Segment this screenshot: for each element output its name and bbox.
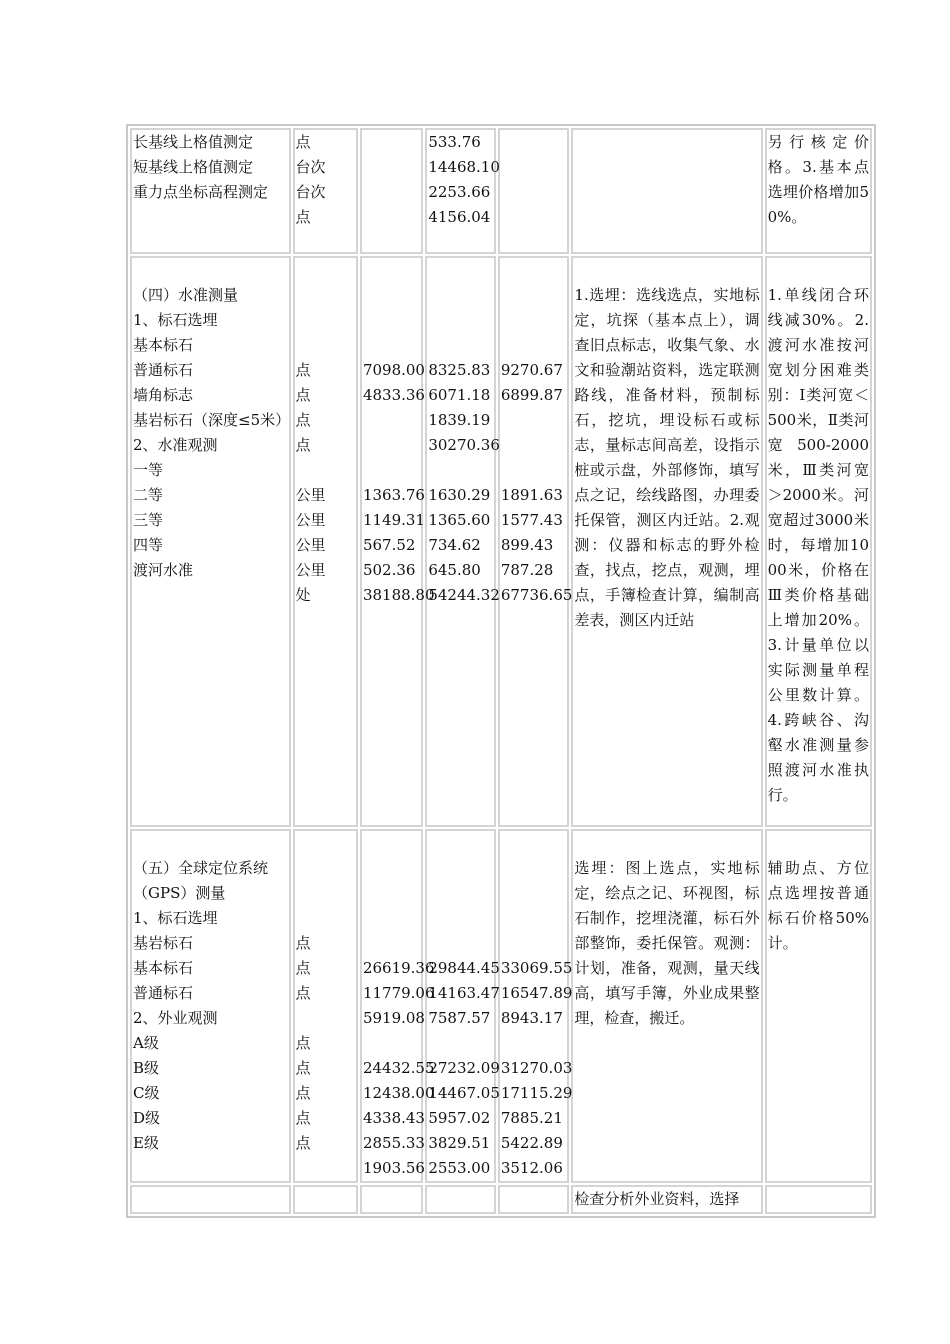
price-line xyxy=(363,831,420,856)
price-line: 5957.02 xyxy=(428,1109,491,1127)
unit-line: 点 xyxy=(295,1059,311,1077)
unit-line: 点 xyxy=(295,934,311,952)
price-line xyxy=(363,333,420,358)
price-line: 9270.67 xyxy=(500,361,563,379)
item-name-line xyxy=(133,258,288,283)
note-cell xyxy=(765,256,872,827)
price-line: 29844.45 xyxy=(428,959,500,977)
price-b-cell xyxy=(425,256,500,827)
unit-line: 公里 xyxy=(295,561,326,579)
price-line: 4338.43 xyxy=(362,1109,425,1127)
unit-cell xyxy=(293,829,358,1183)
price-line: 4156.04 xyxy=(428,208,491,226)
price-line: 16547.89 xyxy=(500,984,573,1002)
item-name-line: 基本标石 xyxy=(133,336,194,354)
price-line xyxy=(428,308,493,333)
unit-line xyxy=(296,831,355,856)
price-b-cell xyxy=(425,1185,496,1214)
item-name-line: 基岩标石 xyxy=(133,934,194,952)
item-name-line: 1、标石选埋 xyxy=(133,909,218,927)
price-line xyxy=(501,458,567,483)
price-line xyxy=(501,258,567,283)
unit-line xyxy=(296,881,355,906)
price-line: 1891.63 xyxy=(500,486,563,504)
item-name-line: 1、标石选埋 xyxy=(133,311,218,329)
unit-cell xyxy=(293,256,358,827)
item-name-line: （四）水准测量 xyxy=(133,286,239,304)
unit-line: 公里 xyxy=(295,536,326,554)
unit-line: 公里 xyxy=(295,486,326,504)
price-line: 1365.60 xyxy=(428,511,491,529)
unit-line: 点 xyxy=(295,1109,311,1127)
price-line xyxy=(363,308,420,333)
price-line xyxy=(428,931,493,956)
item-name-line: B级 xyxy=(133,1059,160,1077)
unit-line: 点 xyxy=(295,361,311,379)
item-name-line: 基岩标石（深度≤5米） xyxy=(133,411,291,429)
unit-line xyxy=(296,458,355,483)
price-line: 38188.80 xyxy=(362,586,435,604)
unit-cell xyxy=(293,128,358,254)
price-b-cell xyxy=(425,829,500,1183)
unit-line: 点 xyxy=(295,436,311,454)
work-content-text: 选埋：图上选点，实地标定，绘点之记、环视图，标石制作，挖埋浇灌，标石外部整饰，委托保管。观测：计划，准备，观测，量天线高，填写手簿，外业成果整理，检查，搬迁。 xyxy=(574,859,760,1027)
price-line xyxy=(428,333,493,358)
price-line: 1903.56 xyxy=(362,1159,425,1177)
price-line xyxy=(501,333,567,358)
note-text: 辅助点、方位点选埋按普通标石价格50%计。 xyxy=(767,859,869,952)
item-name-line: E级 xyxy=(133,1134,159,1152)
price-line: 5919.08 xyxy=(362,1009,425,1027)
price-a-cell xyxy=(360,829,435,1183)
table-row xyxy=(130,829,872,1183)
price-line: 27232.09 xyxy=(428,1059,500,1077)
price-line: 8943.17 xyxy=(500,1009,563,1027)
item-name-line: 渡河水准 xyxy=(133,561,194,579)
item-name-line: 基本标石 xyxy=(133,959,194,977)
item-name-line: （五）全球定位系统（GPS）测量 xyxy=(133,859,269,902)
price-line xyxy=(428,856,493,881)
price-line: 54244.32 xyxy=(428,586,500,604)
price-c-cell xyxy=(498,256,573,827)
note-cell xyxy=(765,1185,872,1214)
price-line: 67736.65 xyxy=(500,586,573,604)
table-row xyxy=(130,128,872,254)
unit-line: 点 xyxy=(295,984,311,1002)
price-line: 533.76 xyxy=(428,133,481,151)
unit-line: 公里 xyxy=(295,511,326,529)
work-content-text: 1.选埋：选线选点，实地标定，坑探（基本点上），调查旧点标志，收集气象、水文和验潮站资料，选定联测路线，准备材料，预制标石，挖坑，埋设标石或标志，量标志间高差，设指示桩或示盘，外部修饰，填写点之记，绘线路图，办理委托保管，测区内迁站。2.观测：仪器和标志的野外检查，找点，挖点，观测，埋点，手簿检查计算，编制高差表，测区内迁站 xyxy=(574,286,760,629)
unit-line: 点 xyxy=(295,133,311,151)
price-line: 1363.76 xyxy=(362,486,425,504)
price-line xyxy=(501,433,567,458)
price-line: 1149.31 xyxy=(362,511,425,529)
price-line: 899.43 xyxy=(500,536,554,554)
price-line xyxy=(363,856,420,881)
price-line xyxy=(363,258,420,283)
price-line: 2855.33 xyxy=(362,1134,425,1152)
price-line: 17115.29 xyxy=(500,1084,573,1102)
price-line: 14467.05 xyxy=(428,1084,500,1102)
price-line: 1630.29 xyxy=(428,486,491,504)
unit-line: 点 xyxy=(295,386,311,404)
note-text: 1.单线闭合环线减30%。2.渡河水准按河宽划分困难类别：Ⅰ类河宽＜500米，Ⅱ类河宽500-2000米，Ⅲ类河宽＞2000米。河宽超过3000米时，每增加1000米，价格在Ⅲ类价格基础上增加20%。3.计量单位以实际测量单程公里数计算。4.跨峡谷、沟壑水准测量参照渡河水准执行。 xyxy=(767,286,869,804)
price-line: 26619.36 xyxy=(362,959,435,977)
price-line: 7587.57 xyxy=(428,1009,491,1027)
price-line xyxy=(363,433,420,458)
price-line: 7885.21 xyxy=(500,1109,563,1127)
item-name-line: 普通标石 xyxy=(133,984,194,1002)
price-line xyxy=(501,283,567,308)
work-content-cell xyxy=(571,256,762,827)
item-name-cell xyxy=(130,256,291,827)
price-a-cell xyxy=(360,256,435,827)
price-line: 24432.55 xyxy=(362,1059,435,1077)
price-line xyxy=(428,831,493,856)
price-line: 1839.19 xyxy=(428,411,491,429)
price-line: 33069.55 xyxy=(500,959,573,977)
price-line xyxy=(363,881,420,906)
price-line xyxy=(428,458,493,483)
unit-line: 点 xyxy=(295,1084,311,1102)
price-c-cell xyxy=(498,128,570,254)
price-line: 7098.00 xyxy=(362,361,425,379)
price-line: 2253.66 xyxy=(428,183,491,201)
price-line xyxy=(363,906,420,931)
price-line xyxy=(501,408,567,433)
price-line: 5422.89 xyxy=(500,1134,563,1152)
unit-line xyxy=(296,906,355,931)
price-line xyxy=(363,408,420,433)
price-line xyxy=(501,1031,567,1056)
price-line xyxy=(501,308,567,333)
unit-line xyxy=(296,258,355,283)
price-line: 6071.18 xyxy=(428,386,491,404)
price-line xyxy=(501,856,567,881)
item-name-line: 一等 xyxy=(133,461,164,479)
price-line xyxy=(501,931,567,956)
work-content-cell xyxy=(571,128,762,254)
item-name-line: 墙角标志 xyxy=(133,386,194,404)
price-line xyxy=(428,881,493,906)
table-row xyxy=(130,1185,872,1214)
item-name-cell xyxy=(130,829,291,1183)
price-line: 11779.06 xyxy=(362,984,435,1002)
price-line: 4833.36 xyxy=(362,386,425,404)
item-name-line: 2、水准观测 xyxy=(133,436,218,454)
price-line xyxy=(501,881,567,906)
note-text: 另行核定价格。3.基本点选埋价格增加50%。 xyxy=(767,133,869,226)
item-name-line: 短基线上格值测定 xyxy=(133,158,254,176)
work-content-cell xyxy=(571,1185,762,1214)
item-name-line xyxy=(133,831,288,856)
price-line: 787.28 xyxy=(500,561,554,579)
price-line: 502.36 xyxy=(362,561,416,579)
unit-line xyxy=(296,308,355,333)
price-line: 14468.10 xyxy=(428,158,500,176)
price-c-cell xyxy=(498,1185,570,1214)
unit-cell xyxy=(293,1185,358,1214)
price-table xyxy=(126,124,876,1218)
unit-line: 处 xyxy=(295,586,311,604)
price-line xyxy=(363,283,420,308)
item-name-line: 三等 xyxy=(133,511,164,529)
item-name-line: 四等 xyxy=(133,536,164,554)
unit-line: 点 xyxy=(295,1034,311,1052)
price-line: 8325.83 xyxy=(428,361,491,379)
item-name-cell xyxy=(130,128,291,254)
item-name-line: D级 xyxy=(133,1109,161,1127)
price-line: 3829.51 xyxy=(428,1134,491,1152)
unit-line: 点 xyxy=(295,959,311,977)
price-line: 1577.43 xyxy=(500,511,563,529)
price-line: 30270.36 xyxy=(428,436,500,454)
price-line: 567.52 xyxy=(362,536,416,554)
price-b-cell xyxy=(425,128,500,254)
price-line: 645.80 xyxy=(428,561,481,579)
unit-line: 点 xyxy=(295,208,311,226)
unit-line: 台次 xyxy=(295,183,326,201)
price-c-cell xyxy=(498,829,573,1183)
price-line xyxy=(363,458,420,483)
unit-line xyxy=(296,1006,355,1031)
item-name-line: 重力点坐标高程测定 xyxy=(133,183,269,201)
unit-line: 台次 xyxy=(295,158,326,176)
item-name-line: C级 xyxy=(133,1084,160,1102)
price-line xyxy=(363,1031,420,1056)
note-cell xyxy=(765,128,872,254)
price-line: 31270.03 xyxy=(500,1059,573,1077)
price-line: 734.62 xyxy=(428,536,481,554)
price-line xyxy=(501,906,567,931)
price-line xyxy=(428,258,493,283)
table-row xyxy=(130,256,872,827)
note-cell xyxy=(765,829,872,1183)
price-line xyxy=(428,906,493,931)
unit-line xyxy=(296,856,355,881)
price-line: 2553.00 xyxy=(428,1159,491,1177)
work-content-cell xyxy=(571,829,762,1183)
item-name-line: 2、外业观测 xyxy=(133,1009,218,1027)
item-name-cell xyxy=(130,1185,291,1214)
unit-line xyxy=(296,333,355,358)
price-line: 14163.47 xyxy=(428,984,500,1002)
price-line xyxy=(428,283,493,308)
price-line xyxy=(363,931,420,956)
price-line xyxy=(428,1031,493,1056)
unit-line: 点 xyxy=(295,1134,311,1152)
work-content-text: 检查分析外业资料，选择 xyxy=(574,1190,740,1208)
item-name-line: 普通标石 xyxy=(133,361,194,379)
price-a-cell xyxy=(360,1185,423,1214)
price-line: 12438.00 xyxy=(362,1084,435,1102)
unit-line xyxy=(296,283,355,308)
price-line xyxy=(501,831,567,856)
item-name-line: 长基线上格值测定 xyxy=(133,133,254,151)
item-name-line: A级 xyxy=(133,1034,159,1052)
unit-line: 点 xyxy=(295,411,311,429)
price-a-cell xyxy=(360,128,423,254)
price-line: 6899.87 xyxy=(500,386,563,404)
price-line: 3512.06 xyxy=(500,1159,563,1177)
item-name-line: 二等 xyxy=(133,486,164,504)
